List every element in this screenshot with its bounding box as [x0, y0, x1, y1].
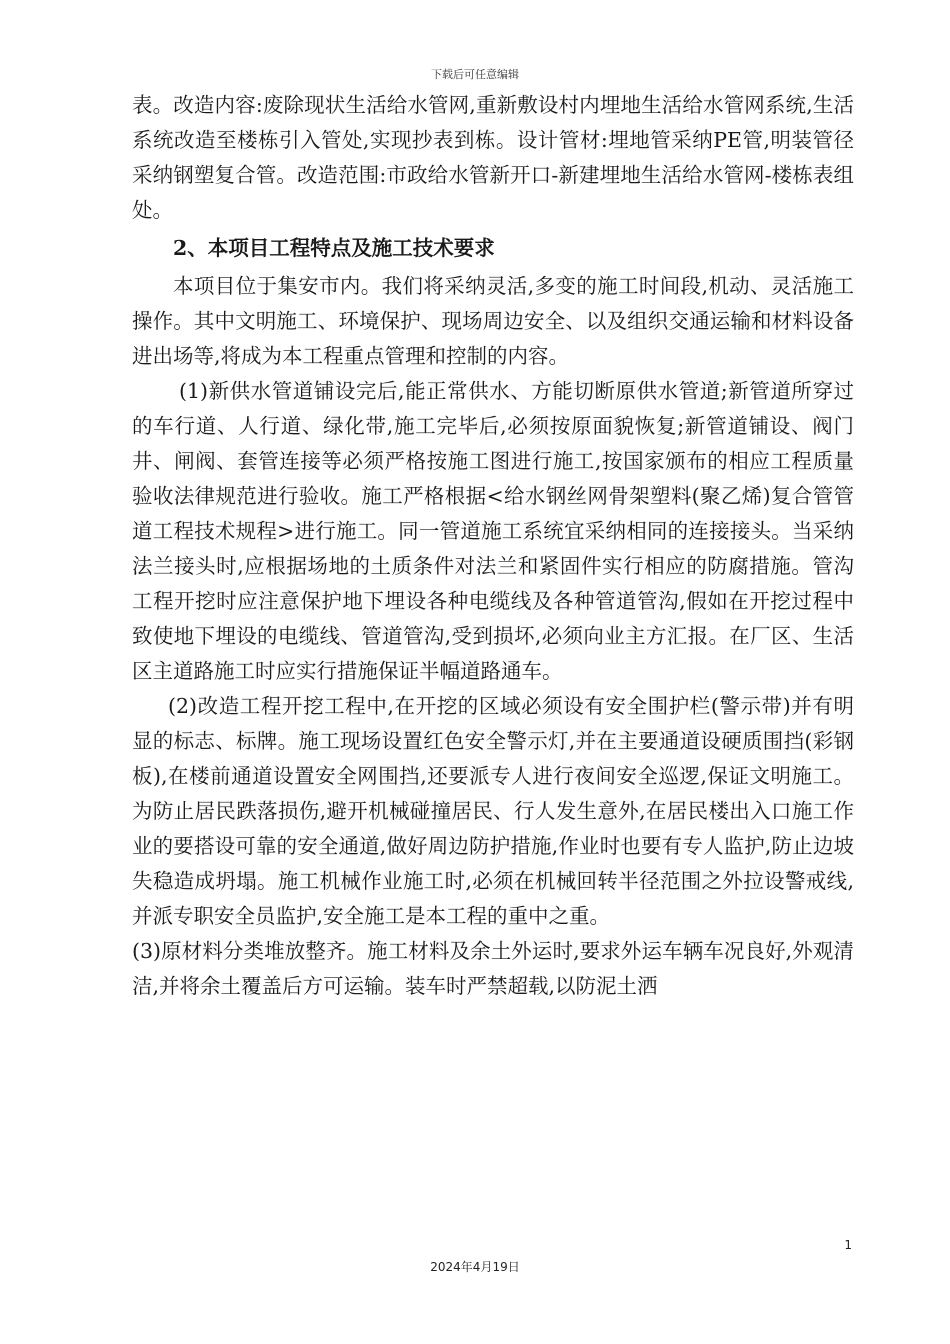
paragraph-renovation-scope: 表。改造内容:废除现状生活给水管网,重新敷设村内埋地生活给水管网系统,生活系统改造至楼栋引入管处,实现抄表到栋。设计管材:埋地管采纳PE管,明装管径采纳钢塑复合管。改造范围:市政给水管新开口-新建埋地生活给水管网-楼栋表组处。	[132, 93, 854, 222]
section-heading: 2、本项目工程特点及施工技术要求	[173, 236, 495, 260]
paragraph-item-1: (1)新供水管道铺设完后,能正常供水、方能切断原供水管道;新管道所穿过的车行道、人行道、绿化带,施工完毕后,必须按原面貌恢复;新管道铺设、阀门井、闸阀、套管连接等必须严格按施工图进行施工,按国家颁布的相应工程质量验收法律规范进行验收。施工严格根据<给水钢丝网骨架塑料(聚乙烯)复合管管道工程技术规程>进行施工。同一管道施工系统宜采纳相同的连接接头。当采纳法兰接头时,应根据场地的土质条件对法兰和紧固件实行相应的防腐措施。管沟工程开挖时应注意保护地下埋设各种电缆线及各种管道管沟,假如在开挖过程中致使地下埋设的电缆线、管道管沟,受到损坏,必须向业主方汇报。在厂区、生活区主道路施工时应实行措施保证半幅道路通车。	[132, 379, 854, 683]
document-body	[132, 88, 854, 1004]
page-footer-date: 2024年4月19日	[430, 1260, 520, 1274]
paragraph-item-2: (2)改造工程开挖工程中,在开挖的区域必须设有安全围护栏(警示带)并有明显的标志、标牌。施工现场设置红色安全警示灯,并在主要通道设硬质围挡(彩钢板),在楼前通道设置安全网围挡,还要派专人进行夜间安全巡逻,保证文明施工。为防止居民跌落损伤,避开机械碰撞居民、行人发生意外,在居民楼出入口施工作业的要搭设可靠的安全通道,做好周边防护措施,作业时也要有专人监护,防止边坡失稳造成坍塌。施工机械作业施工时,必须在机械回转半径范围之外拉设警戒线,并派专职安全员监护,安全施工是本工程的重中之重。	[132, 694, 854, 928]
paragraph-project-location: 本项目位于集安市内。我们将采纳灵活,多变的施工时间段,机动、灵活施工操作。其中文明施工、环境保护、现场周边安全、以及组织交通运输和材料设备进出场等,将成为本工程重点管理和控制的内容。	[132, 274, 854, 368]
paragraph-item-3: (3)原材料分类堆放整齐。施工材料及余土外运时,要求外运车辆车况良好,外观清洁,并将余土覆盖后方可运输。装车时严禁超载,以防泥土洒	[132, 939, 854, 998]
page-header: 下载后可任意编辑	[431, 68, 519, 81]
page-number: 1	[844, 1238, 852, 1252]
